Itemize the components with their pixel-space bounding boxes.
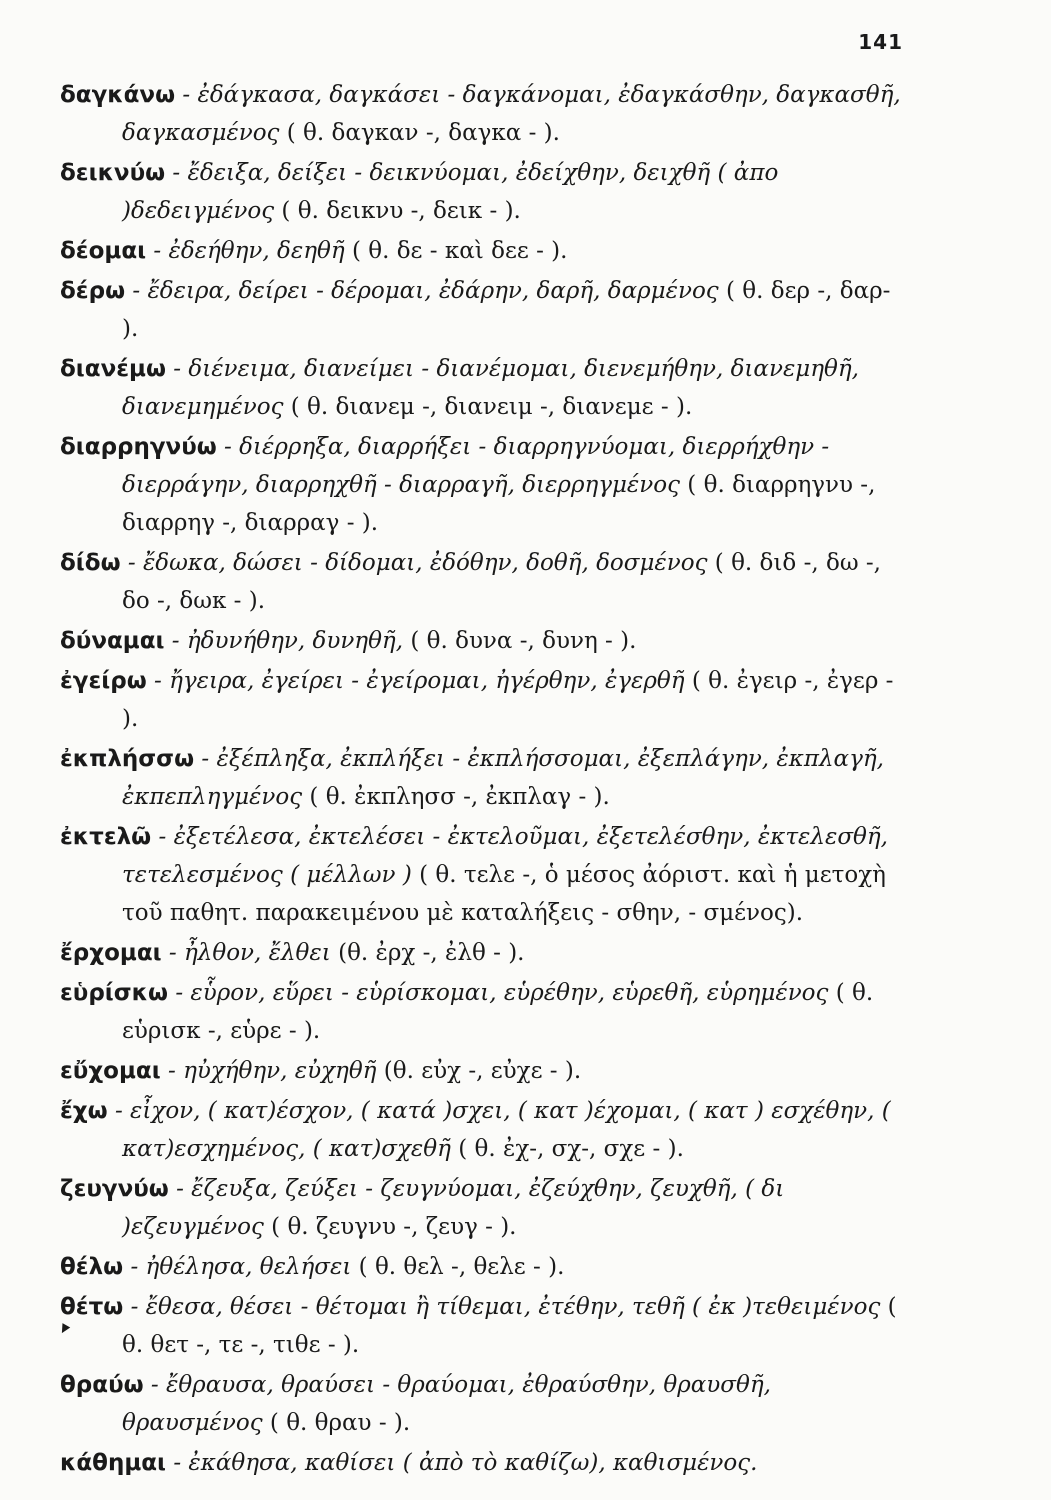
verb-forms: - ἠδυνήθην, δυνηθῆ,	[164, 628, 404, 654]
verb-stems: ( θ. δαγκαν -, δαγκα - ).	[279, 120, 560, 146]
verb-stems: ( θ. διανεμ -, διανειμ -, διανεμε - ).	[283, 394, 693, 420]
list-item	[60, 76, 910, 152]
verb-forms: - ἔδωκα, δώσει - δίδομαι, ἐδόθην, δοθῆ, δοσμένος	[120, 550, 708, 576]
verb-headword: ζευγνύω	[60, 1176, 169, 1202]
list-item	[60, 740, 910, 816]
verb-headword: δέρω	[60, 278, 126, 304]
verb-headword: ἔχω	[60, 1098, 108, 1124]
verb-stems: ( θ. δε - καὶ δεε - ).	[344, 238, 568, 264]
verb-headword: ἐκτελῶ	[60, 824, 152, 850]
verb-stems: ( θ. δυνα -, δυνη - ).	[403, 628, 637, 654]
list-item	[60, 1052, 910, 1090]
verb-headword: δίδω	[60, 550, 121, 576]
verb-stems: ( θ. διδ -, δω -, δο -, δωκ - ).	[122, 550, 881, 614]
list-item	[60, 1170, 910, 1246]
verb-headword: ἐκπλήσσω	[60, 746, 195, 772]
list-item	[60, 1248, 910, 1286]
list-item	[60, 154, 910, 230]
verb-forms: - ἔδειρα, δείρει - δέρομαι, ἐδάρην, δαρῆ, δαρμένος	[125, 278, 719, 304]
list-item	[60, 1444, 910, 1482]
verb-forms: - ηὐχήθην, εὐχηθῆ	[160, 1058, 377, 1084]
verb-stems: ( θ. διαρρηγνυ -, διαρρηγ -, διαρραγ - ).	[122, 472, 876, 536]
verb-stems: (θ. εὐχ -, εὐχε - ).	[376, 1058, 582, 1084]
list-item	[60, 662, 910, 738]
verb-stems: ( θ. ἐγειρ -, ἐγερ - ).	[122, 668, 894, 732]
list-item	[60, 934, 910, 972]
verb-list	[60, 76, 910, 1484]
verb-forms: - ἤγειρα, ἐγείρει - ἐγείρομαι, ἠγέρθην, ἐγερθῆ	[146, 668, 685, 694]
verb-stems: ( θ. ζευγνυ -, ζευγ - ).	[263, 1214, 517, 1240]
verb-headword: δαγκάνω	[60, 82, 176, 108]
list-item	[60, 544, 910, 620]
verb-stems: ( θ. θελ -, θελε - ).	[351, 1254, 565, 1280]
verb-headword: ἔρχομαι	[60, 940, 162, 966]
verb-headword: δεικνύω	[60, 160, 166, 186]
verb-forms: - ἔθραυσα, θραύσει - θραύομαι, ἐθραύσθην, θραυσθῆ, θραυσμένος	[122, 1372, 771, 1436]
list-item	[60, 1092, 910, 1168]
verb-forms: - ἔθεσα, θέσει - θέτομαι ἢ τίθεμαι, ἐτέθην, τεθῆ ( ἐκ )τεθειμένος	[123, 1294, 881, 1320]
list-item	[60, 818, 910, 932]
verb-headword: θέλω	[60, 1254, 124, 1280]
verb-forms: - διέρρηξα, διαρρήξει - διαρρηγνύομαι, διερρήχθην - διερράγην, διαρρηχθῆ - διαρραγῆ, διερρηγμένος	[122, 434, 830, 498]
verb-stems: ( θ. θραυ - ).	[262, 1410, 411, 1436]
verb-stems: ( θ. εὑρισκ -, εὑρε - ).	[122, 980, 874, 1044]
verb-forms: - ἔζευξα, ζεύξει - ζευγνύομαι, ἐζεύχθην, ζευχθῆ, ( δι )εζευγμένος	[122, 1176, 785, 1240]
verb-headword: θραύω	[60, 1372, 144, 1398]
verb-forms: - ἐδεήθην, δεηθῆ	[146, 238, 345, 264]
verb-headword: κάθημαι	[60, 1450, 167, 1476]
page-number: 141	[858, 30, 903, 54]
verb-headword: διαρρηγνύω	[60, 434, 217, 460]
verb-headword: διανέμω	[60, 356, 166, 382]
list-item	[60, 1366, 910, 1442]
verb-forms: - ἐκάθησα, καθίσει ( ἀπὸ τὸ καθίζω), καθισμένος.	[166, 1450, 758, 1476]
verb-stems: ( θ. τελε -, ὁ μέσος ἀόριστ. καὶ ἡ μετοχὴ τοῦ παθητ. παρακειμένου μὲ καταλήξεις - σθην, - σμένος).	[122, 862, 886, 926]
list-item	[60, 1288, 910, 1364]
verb-stems: ( θ. ἐχ-, σχ-, σχε - ).	[450, 1136, 684, 1162]
verb-stems: ( θ. δερ -, δαρ- ).	[122, 278, 891, 342]
verb-forms: - ἠθέλησα, θελήσει	[123, 1254, 352, 1280]
verb-forms: - ἐξέπληξα, ἐκπλήξει - ἐκπλήσσομαι, ἐξεπλάγην, ἐκπλαγῆ, ἐκπεπληγμένος	[122, 746, 884, 810]
verb-headword: εὑρίσκω	[60, 980, 169, 1006]
list-item	[60, 974, 910, 1050]
verb-forms: - ἐδάγκασα, δαγκάσει - δαγκάνομαι, ἐδαγκάσθην, δαγκασθῆ, δαγκασμένος	[122, 82, 901, 146]
verb-forms: - ἔδειξα, δείξει - δεικνύομαι, ἐδείχθην, δειχθῆ ( ἀπο )δεδειγμένος	[122, 160, 779, 224]
list-item	[60, 350, 910, 426]
verb-forms: - ἐξετέλεσα, ἐκτελέσει - ἐκτελοῦμαι, ἐξετελέσθην, ἐκτελεσθῆ, τετελεσμένος ( μέλλων )	[122, 824, 888, 888]
verb-stems: ( θ. δεικνυ -, δεικ - ).	[274, 198, 521, 224]
verb-forms: - ἦλθον, ἔλθει	[161, 940, 331, 966]
verb-stems: ( θ. ἐκπλησσ -, ἐκπλαγ - ).	[302, 784, 610, 810]
list-item	[60, 428, 910, 542]
verb-stems: (θ. ἐρχ -, ἐλθ - ).	[330, 940, 525, 966]
verb-forms: - εὗρον, εὕρει - εὑρίσκομαι, εὑρέθην, εὑρεθῆ, εὑρημένος	[168, 980, 829, 1006]
list-item	[60, 622, 910, 660]
verb-headword: εὔχομαι	[60, 1058, 161, 1084]
verb-headword: δέομαι	[60, 238, 147, 264]
verb-forms: - εἶχον, ( κατ)έσχον, ( κατά )σχει, ( κατ )έχομαι, ( κατ ) εσχέθην, ( κατ)εσχημένος, ( κατ)σχεθῆ	[107, 1098, 891, 1162]
verb-headword: θέτω	[60, 1294, 124, 1320]
verb-forms: - διένειμα, διανείμει - διανέμομαι, διενεμήθην, διανεμηθῆ, διανεμημένος	[122, 356, 859, 420]
verb-stems: ( θ. θετ -, τε -, τιθε - ).	[122, 1294, 897, 1358]
ink-mark: ▾	[55, 1317, 74, 1340]
list-item	[60, 232, 910, 270]
verb-headword: ἐγείρω	[60, 668, 147, 694]
list-item	[60, 272, 910, 348]
verb-headword: δύναμαι	[60, 628, 165, 654]
